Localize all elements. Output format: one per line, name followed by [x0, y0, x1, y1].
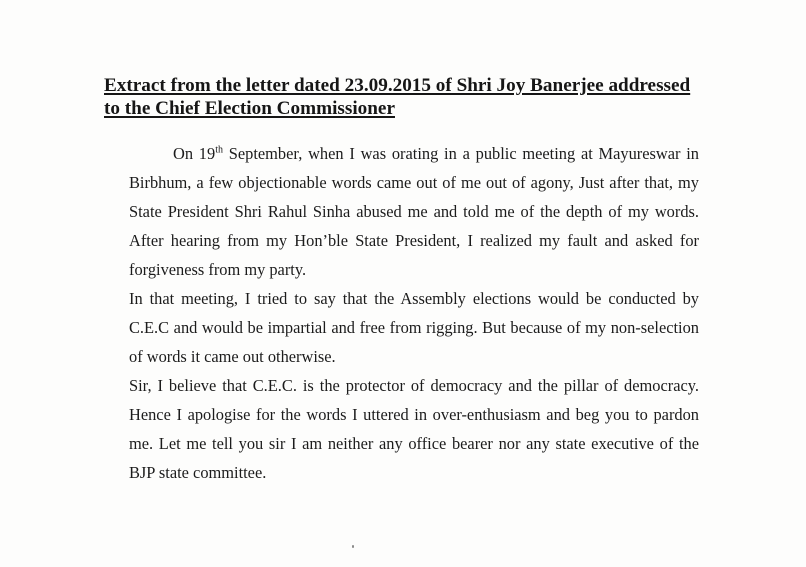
ordinal-suffix: th [215, 144, 223, 156]
paragraph-3: Sir, I believe that C.E.C. is the protector of democracy and the pillar of democracy. Hence I apologise for the words I uttered in over-enthusiasm and beg you to pardon me. Let me tell you sir I am neither any office bearer nor any state executive of the BJP state committee. [129, 376, 699, 482]
scan-speck [352, 545, 354, 548]
paragraph-2: In that meeting, I tried to say that the Assembly elections would be conducted by C.E.C and would be impartial and free from rigging. But because of my non-selection of words it came out otherwise. [129, 289, 699, 366]
heading-line-1: Extract from the letter dated 23.09.2015 of Shri Joy Banerjee addressed [104, 75, 691, 96]
paragraph-1 [129, 139, 699, 284]
paragraph-1-rest: September, when I was orating in a public meeting at Mayureswar in Birbhum, a few objectionable words came out of me out of agony, Just after that, my State President Shri Rahul Sinha abused me and told me of the depth of my words. After hearing from my Hon’ble State President, I realized my fault and asked for forgiveness from my party. [129, 144, 699, 279]
paragraph-1-start: On 19 [173, 144, 216, 163]
document-heading [104, 74, 744, 120]
letter-body [129, 139, 699, 487]
heading-line-2: to the Chief Election Commissioner [104, 98, 395, 119]
